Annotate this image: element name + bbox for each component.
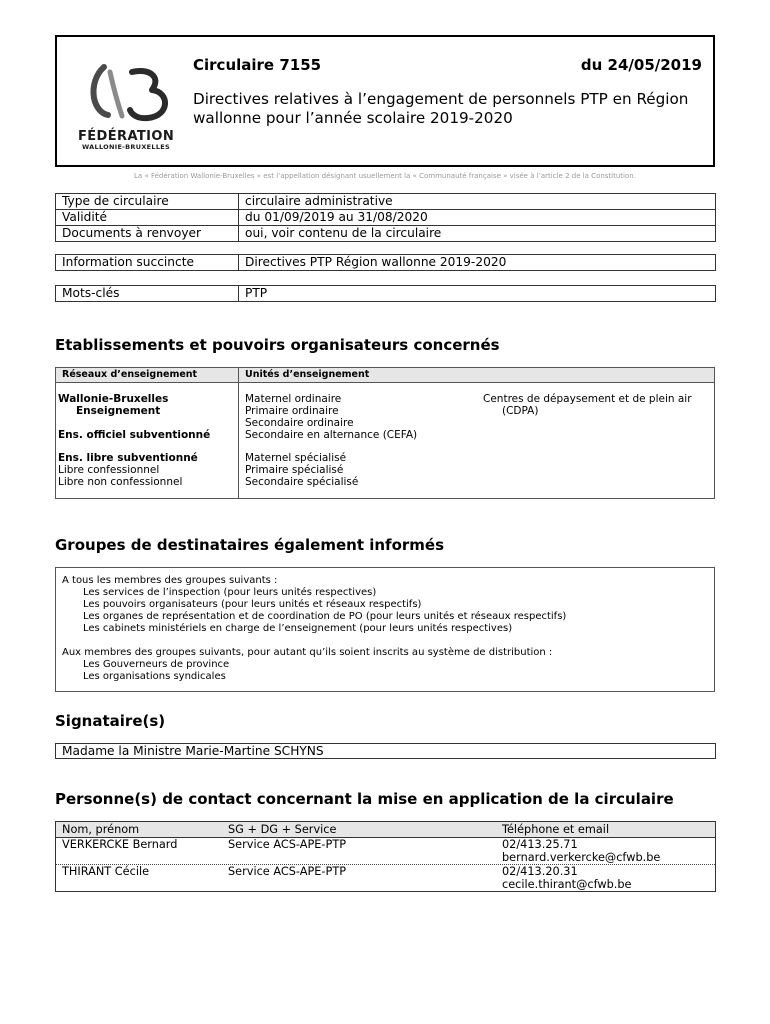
col-header-name: Nom, prénom <box>62 823 140 836</box>
circular-info-table <box>55 193 716 242</box>
logo-name: FÉDÉRATION <box>78 129 175 144</box>
reseau-officiel: Ens. officiel subventionné <box>58 429 211 441</box>
section-title-groupes: Groupes de destinataires également informés <box>55 536 444 554</box>
unite-cdpa: Centres de dépaysement et de plein air <box>483 393 692 405</box>
list-item: Les pouvoirs organisateurs (pour leurs unités et réseaux respectifs) <box>83 599 422 610</box>
col-header-service: SG + DG + Service <box>228 823 337 836</box>
unite-item: Secondaire en alternance (CEFA) <box>245 429 418 441</box>
contact-service: Service ACS-APE-PTP <box>228 865 347 878</box>
info-value: du 01/09/2019 au 31/08/2020 <box>239 210 716 226</box>
contact-phone: 02/413.25.71 <box>502 838 578 851</box>
signataire-name: Madame la Ministre Marie-Martine SCHYNS <box>55 743 716 759</box>
col-header-reseaux: Réseaux d’enseignement <box>62 369 198 380</box>
contact-email[interactable]: cecile.thirant@cfwb.be <box>502 878 632 891</box>
keywords-label: Mots-clés <box>56 286 239 302</box>
appellation-note: La « Fédération Wallonie-Bruxelles » est l’appellation désignant usuellement la « Communauté française » visée à l’article 2 de la Constitution. <box>134 172 636 180</box>
list-item: Les organisations syndicales <box>83 671 226 682</box>
list-item: Les services de l’inspection (pour leurs unités respectives) <box>83 587 377 598</box>
unite-item: Maternel ordinaire <box>245 393 342 405</box>
groupes-intro: A tous les membres des groupes suivants : <box>62 575 278 586</box>
info-label: Validité <box>56 210 239 226</box>
list-item: Les organes de représentation et de coordination de PO (pour leurs unités et réseaux respectifs) <box>83 611 567 622</box>
info-value: oui, voir contenu de la circulaire <box>239 226 716 242</box>
circular-title: Directives relatives à l’engagement de personnels PTP en Région wallonne pour l’année scolaire 2019-2020 <box>193 90 689 127</box>
unite-cdpa-2: (CDPA) <box>502 405 539 417</box>
contact-service: Service ACS-APE-PTP <box>228 838 347 851</box>
logo-subtitle: WALLONIE-BRUXELLES <box>82 143 170 151</box>
reseaux-table <box>55 367 715 499</box>
section-title-etablissements: Etablissements et pouvoirs organisateurs concernés <box>55 336 500 354</box>
section-title-contacts: Personne(s) de contact concernant la mise en application de la circulaire <box>55 790 674 808</box>
contact-email[interactable]: bernard.verkercke@cfwb.be <box>502 851 661 864</box>
contact-name: VERKERCKE Bernard <box>62 838 178 851</box>
table-row <box>56 286 716 302</box>
keywords-value: PTP <box>239 286 716 302</box>
groupes-box <box>55 567 715 692</box>
unite-item: Primaire ordinaire <box>245 405 339 417</box>
reseau-wb: Wallonie-Bruxelles <box>58 393 169 405</box>
contact-phone: 02/413.20.31 <box>502 865 578 878</box>
reseau-libre-non-confessionnel: Libre non confessionnel <box>58 476 183 488</box>
table-row <box>56 226 716 242</box>
groupes-intro-2: Aux membres des groupes suivants, pour autant qu’ils soient inscrits au système de distribution : <box>62 647 553 658</box>
unite-item: Maternel spécialisé <box>245 452 347 464</box>
contact-name: THIRANT Cécile <box>62 865 150 878</box>
table-row <box>56 194 716 210</box>
list-item: Les cabinets ministériels en charge de l’enseignement (pour leurs unités respectives) <box>83 623 513 634</box>
keywords-table <box>55 285 716 302</box>
circular-date: du 24/05/2019 <box>580 56 702 74</box>
column-divider <box>238 368 239 498</box>
info-value: circulaire administrative <box>239 194 716 210</box>
table-header <box>56 822 715 838</box>
reseau-libre: Ens. libre subventionné <box>58 452 198 464</box>
unite-item: Primaire spécialisé <box>245 464 344 476</box>
reseau-libre-confessionnel: Libre confessionnel <box>58 464 160 476</box>
row-divider <box>56 864 715 865</box>
summary-value: Directives PTP Région wallonne 2019-2020 <box>239 255 716 271</box>
col-header-unites: Unités d’enseignement <box>245 369 370 380</box>
info-label: Documents à renvoyer <box>56 226 239 242</box>
table-row <box>56 255 716 271</box>
list-item: Les Gouverneurs de province <box>83 659 230 670</box>
reseau-wb-2: Enseignement <box>76 405 161 417</box>
circular-number: Circulaire 7155 <box>193 56 322 74</box>
section-title-signataire: Signataire(s) <box>55 712 166 730</box>
col-header-contact: Téléphone et email <box>502 823 610 836</box>
unite-item: Secondaire spécialisé <box>245 476 359 488</box>
summary-table <box>55 254 716 271</box>
table-row <box>56 210 716 226</box>
summary-label: Information succincte <box>56 255 239 271</box>
unite-item: Secondaire ordinaire <box>245 417 354 429</box>
contacts-table <box>55 821 716 892</box>
info-label: Type de circulaire <box>56 194 239 210</box>
